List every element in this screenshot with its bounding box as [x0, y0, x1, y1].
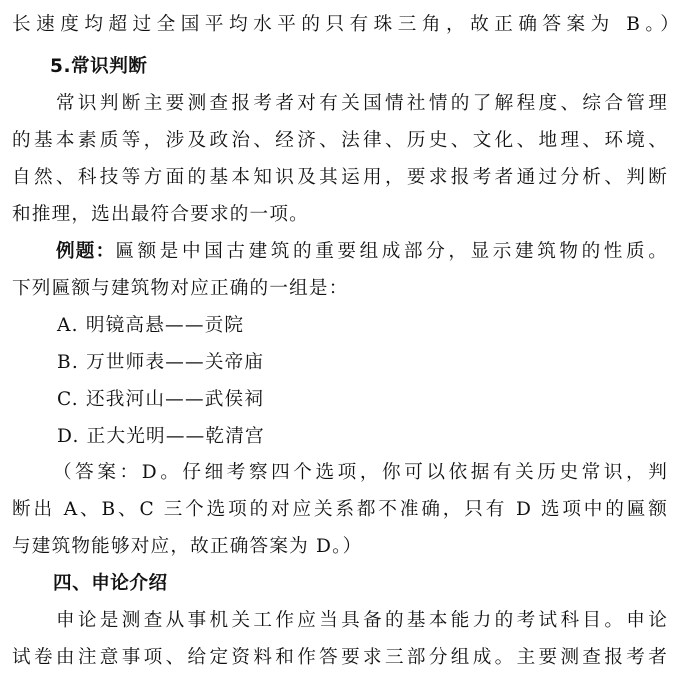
- answer-line: （答案：D。仔细考察四个选项，你可以依据有关历史常识，判: [53, 462, 668, 483]
- section-heading-common-sense: 5.常识判断: [50, 56, 148, 77]
- paragraph-line: 和推理，选出最符合要求的一项。: [12, 204, 309, 225]
- paragraph-line: 的基本素质等，涉及政治、经济、法律、历史、文化、地理、环境、: [12, 130, 668, 151]
- option-a: A. 明镜高悬——贡院: [57, 315, 245, 336]
- example-text: 匾额是中国古建筑的重要组成部分，显示建筑物的性质。: [115, 241, 668, 262]
- paragraph-line: 常识判断主要测查报考者对有关国情社情的了解程度、综合管理: [56, 93, 668, 114]
- example-question-line: [56, 240, 668, 264]
- example-question-line-2: 下列匾额与建筑物对应正确的一组是：: [12, 278, 349, 299]
- paragraph-line: 自然、科技等方面的基本知识及其运用，要求报考者通过分析、判断: [12, 167, 668, 188]
- answer-continuation-line: 长速度均超过全国平均水平的只有珠三角，故正确答案为 B。）: [12, 14, 680, 35]
- option-c: C. 还我河山——武侯祠: [57, 389, 265, 410]
- answer-line: 断出 A、B、C 三个选项的对应关系都不准确，只有 D 选项中的匾额: [12, 499, 668, 520]
- option-b: B. 万世师表——关帝庙: [57, 352, 265, 373]
- paragraph-line: 试卷由注意事项、给定资料和作答要求三部分组成。主要测查报考者: [12, 647, 668, 668]
- answer-line: 与建筑物能够对应，故正确答案为 D。）: [12, 536, 363, 557]
- section-heading-shenlun: 四、申论介绍: [53, 573, 168, 594]
- option-d: D. 正大光明——乾清宫: [57, 426, 265, 447]
- paragraph-line: 申论是测查从事机关工作应当具备的基本能力的考试科目。申论: [56, 610, 668, 631]
- example-label: 例题：: [56, 241, 116, 262]
